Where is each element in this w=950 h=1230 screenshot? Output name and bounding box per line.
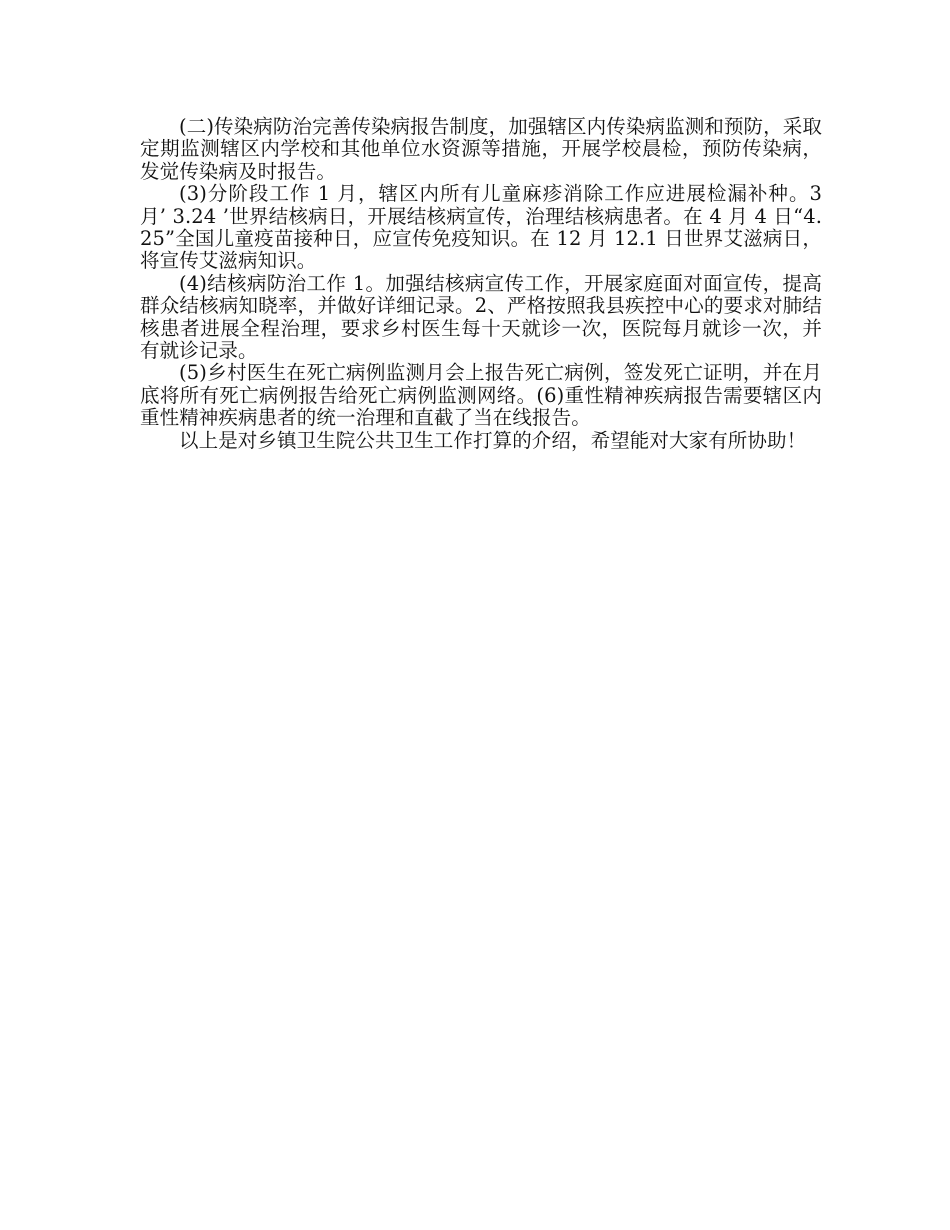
document-body (140, 116, 822, 452)
paragraph-death-and-mental-illness-reporting: (5)乡村医生在死亡病例监测月会上报告死亡病例，签发死亡证明，并在月底将所有死亡病例报告给死亡病例监测网络。(6)重性精神疾病报告需要辖区内重性精神疾病患者的统一治理和直截了当在线报告。 (140, 361, 822, 430)
paragraph-closing: 以上是对乡镇卫生院公共卫生工作打算的介绍，希望能对大家有所协助！ (179, 428, 807, 452)
paragraph-phased-work: (3)分阶段工作 1 月，辖区内所有儿童麻疹消除工作应进展检漏补种。3 月’ 3.24 ’世界结核病日，开展结核病宣传，治理结核病患者。在 4 月 4 日“4.25”全国儿童疫苗接种日，应宣传免疫知识。在 12 月 12.1 日世界艾滋病日，将宣传艾滋病知识。 (140, 182, 822, 273)
paragraph-tuberculosis-control: (4)结核病防治工作 1。加强结核病宣传工作，开展家庭面对面宣传，提高群众结核病知晓率，并做好详细记录。2、严格按照我县疾控中心的要求对肺结核患者进展全程治理，要求乡村医生每十天就诊一次，医院每月就诊一次，并有就诊记录。 (140, 271, 822, 363)
paragraph-infectious-disease-control: (二)传染病防治完善传染病报告制度，加强辖区内传染病监测和预防，采取定期监测辖区内学校和其他单位水资源等措施，开展学校晨检，预防传染病，发觉传染病及时报告。 (140, 115, 822, 183)
